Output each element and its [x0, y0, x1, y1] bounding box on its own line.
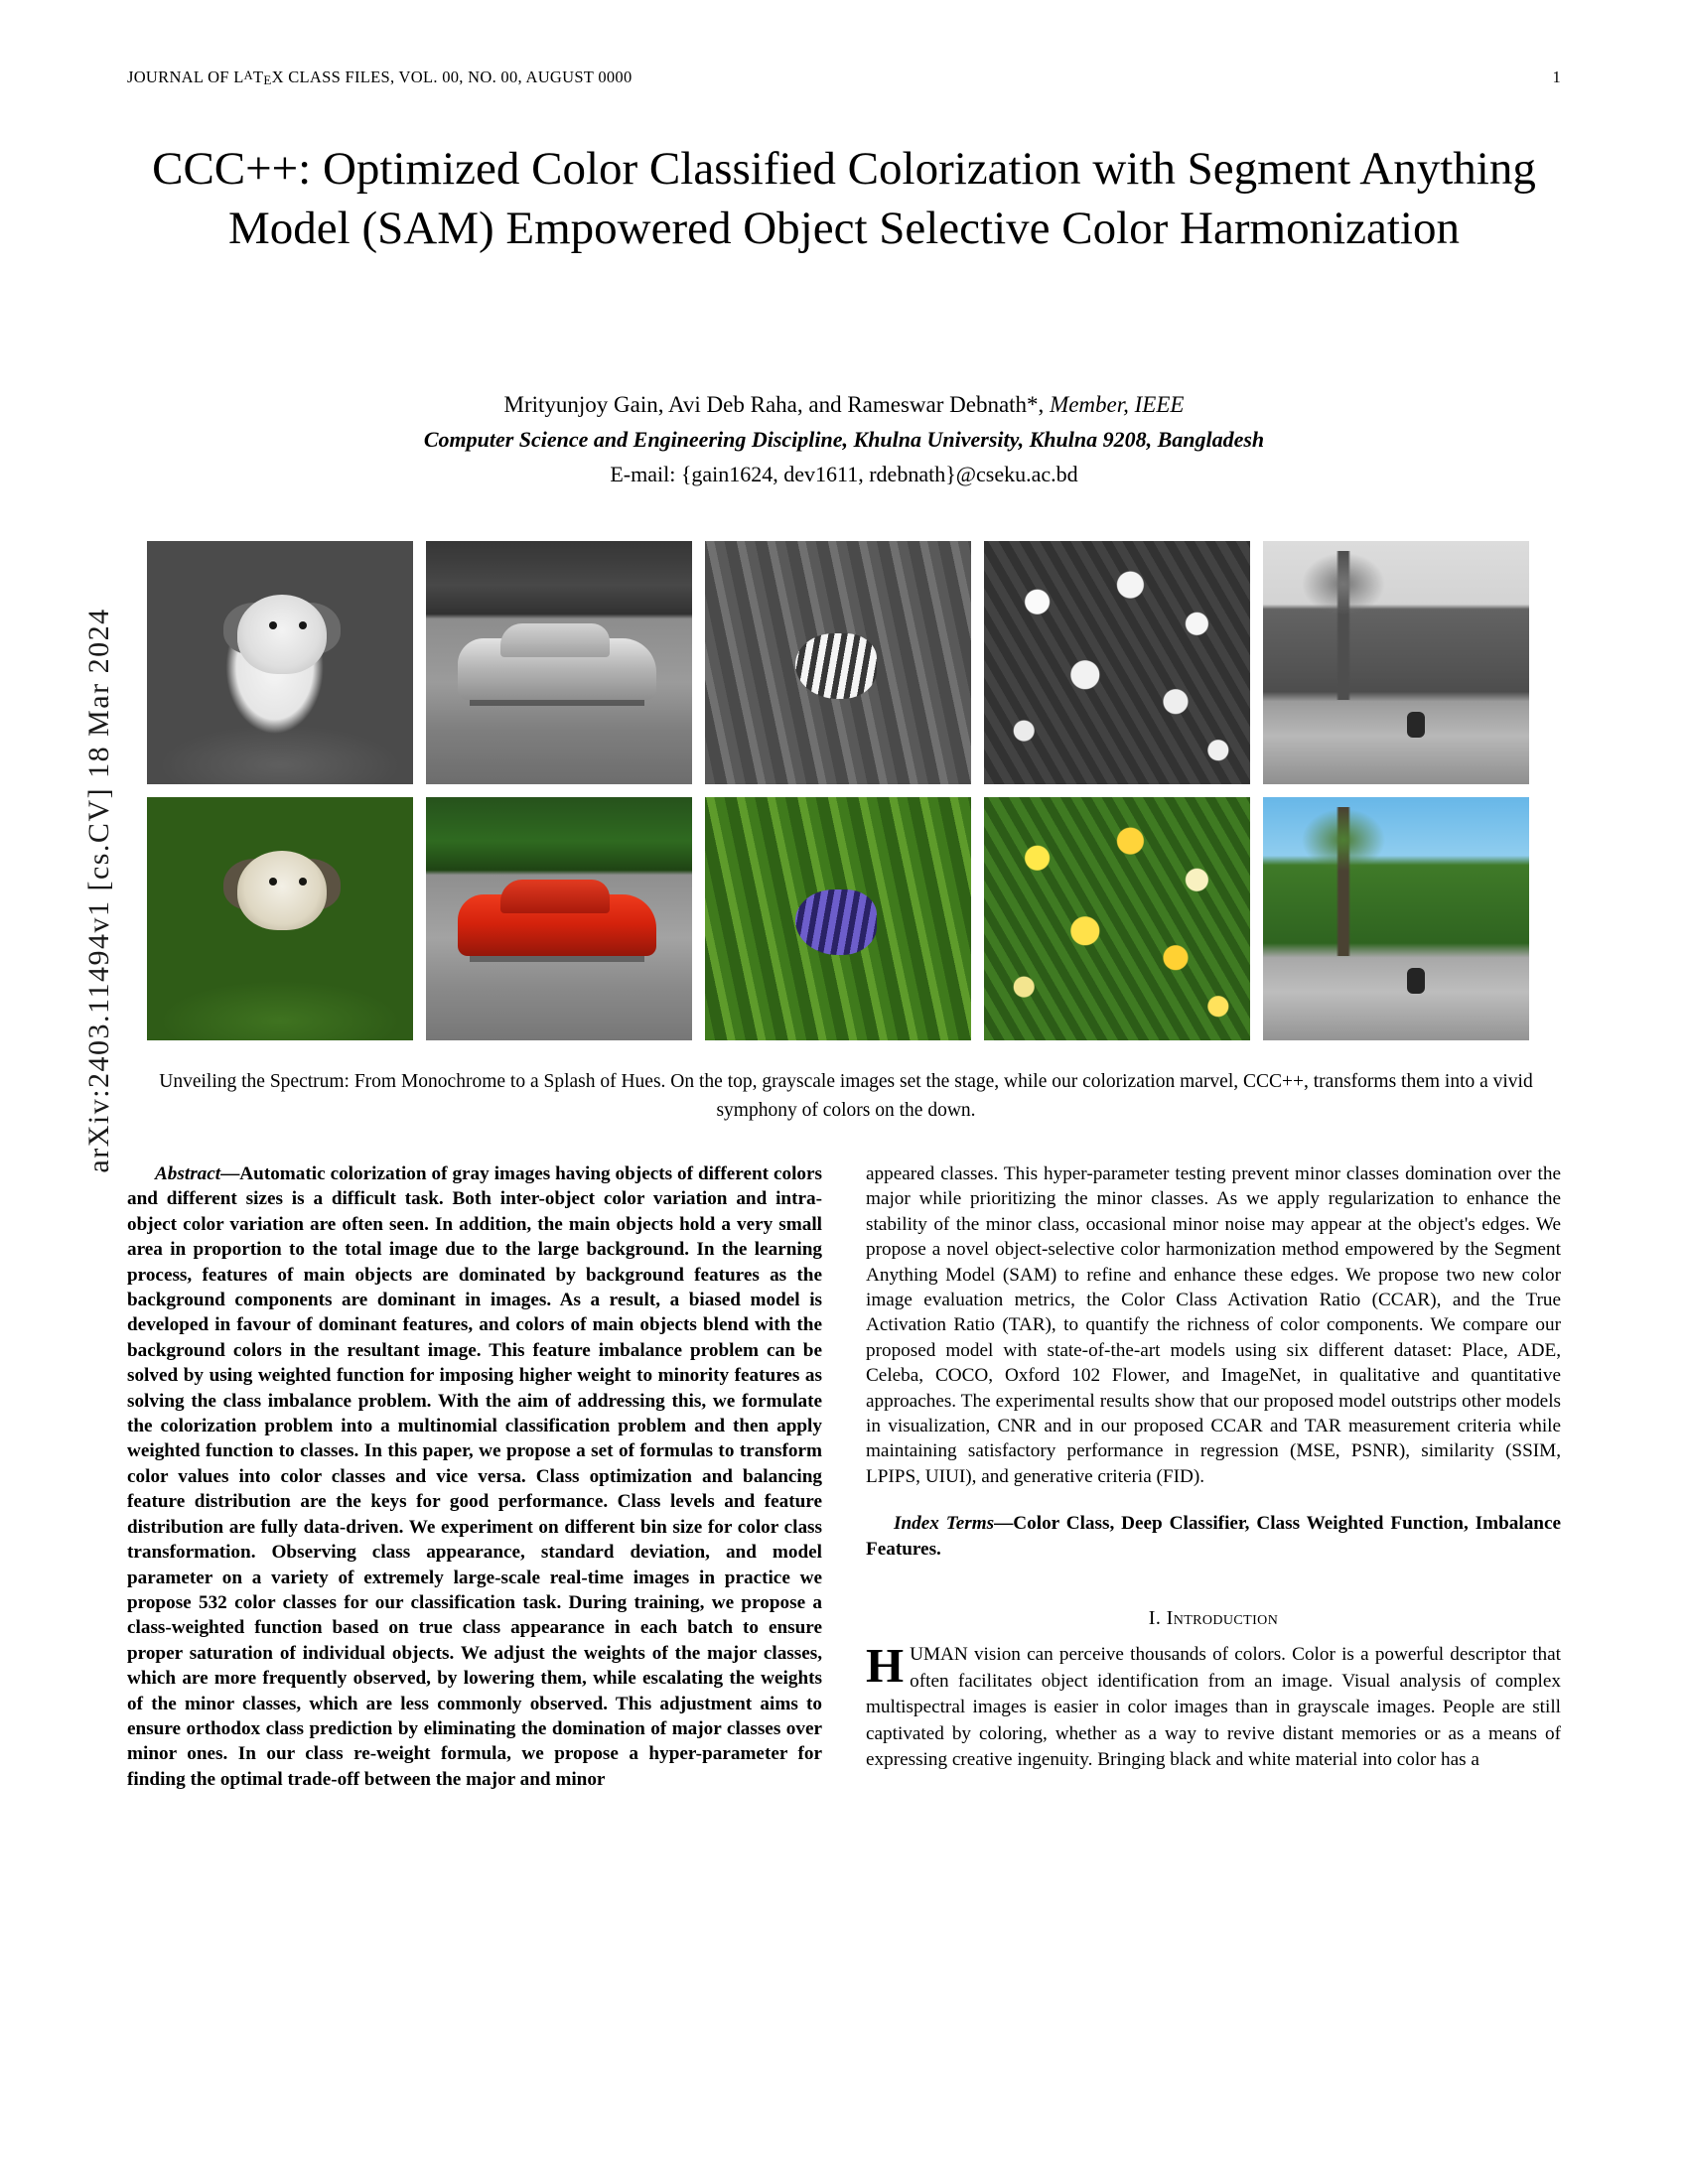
teaser-row-colorized [147, 797, 1541, 1040]
column-right [866, 1161, 1561, 1792]
grayscale-cow [147, 541, 413, 784]
abstract-label: Abstract [155, 1163, 221, 1184]
colorized-sportscar [426, 797, 692, 1040]
introduction-text: UMAN vision can perceive thousands of colors. Color is a powerful descriptor that often facilitates object identification from an image. Visual analysis of complex multispectral images is easier in color images than in grayscale images. People are still captivated by coloring, whether as a way to revive distant memories or as a means of expressing creative ingenuity. Bringing black and white material into color has a [866, 1644, 1561, 1771]
running-head-journal: JOURNAL OF LATEX CLASS FILES, VOL. 00, NO. 00, AUGUST 0000 [127, 68, 633, 87]
author-names: Mrityunjoy Gain, Avi Deb Raha, and Rameswar Debnath*, Member, IEEE [503, 392, 1185, 417]
grayscale-sportscar [426, 541, 692, 784]
introduction-paragraph [866, 1638, 1561, 1774]
section-heading-introduction: I. Introduction [1148, 1607, 1279, 1630]
teaser-row-grayscale [147, 541, 1541, 784]
teaser-caption: Unveiling the Spectrum: From Monochrome to a Splash of Hues. On the top, grayscale images set the stage, while our colorization marvel, CCC++, transforms them into a vivid symphony of colors on the down. [159, 1071, 1533, 1121]
colorized-cow [147, 797, 413, 1040]
teaser-figure [147, 541, 1541, 1053]
drop-cap: H [866, 1638, 905, 1694]
page-number: 1 [1552, 68, 1561, 86]
index-terms-label: Index Terms [894, 1513, 995, 1535]
abstract-text-left: Automatic colorization of gray images having objects of different colors and different sizes is a difficult task. Both inter-object color variation and intra-object color variation are often seen. In addition, the main objects hold a very small area in proportion to the total image due to the large background. In the learning process, features of main objects are dominated by background features as the background components are dominant in images. As a result, a biased model is developed in favour of dominant features, and colors of main objects blend with the background colors in the resultant image. This feature imbalance problem can be solved by using weighted function for imposing higher weight to minority features as solving the class imbalance problem. With the aim of addressing this, we formulate the colorization problem into a multinomial classification problem and then apply weighted function to classes. In this paper, we propose a set of formulas to transform color values into color classes and vice versa. Class optimization and balancing feature distribution are the keys for good performance. Class levels and feature distribution are fully data-driven. We experiment on different bin size for color class transformation. Observing class appearance, standard deviation, and model parameter on a variety of extremely large-scale real-time images in practice we propose 532 color classes for our classification task. During training, we propose a class-weighted function based on true class appearance in each batch to ensure proper saturation of individual objects. We adjust the weights of the major classes, which are more frequently observed, by lowering them, while escalating the weights of the minor classes, which are less commonly observed. This adjustment aims to ensure orthodox class prediction by eliminating the domination of major classes over minor ones. In our class re-weight formula, we propose a hyper-parameter for finding the optimal trade-off between the major and minor [127, 1163, 822, 1790]
running-head [127, 68, 1561, 88]
index-terms: Index Terms—Color Class, Deep Classifier, Class Weighted Function, Imbalance Features. [866, 1513, 1561, 1560]
grayscale-road-tree [1263, 541, 1529, 784]
grayscale-flowers [984, 541, 1250, 784]
index-terms-text: Color Class, Deep Classifier, Class Weighted Function, Imbalance Features. [866, 1513, 1561, 1560]
abstract-text-right: appeared classes. This hyper-parameter testing prevent minor classes domination over the major while prioritizing the minor classes. As we apply regularization to enhance the stability of the minor class, occasional minor noise may appear at the object's edges. We propose a novel object-selective color harmonization method empowered by the Segment Anything Model (SAM) to refine and enhance these edges. We propose two new color image evaluation metrics, the Color Class Activation Ratio (CCAR), and the True Activation Ratio (TAR), to quantify the richness of color components. We compare our proposed model with state-of-the-art models using six different dataset: Place, ADE, Celeba, COCO, Oxford 102 Flower, and ImageNet, in qualitative and quantitative approaches. The experimental results show that our proposed model outstrips other models in visualization, CNR and in our proposed CCAR and TAR measurement criteria while maintaining satisfactory performance in regression (MSE, PSNR), similarity (SSIM, LPIPS, UIUI), and generative criteria (FID). [866, 1163, 1561, 1487]
colorized-angelfish [705, 797, 971, 1040]
author-affiliation: Computer Science and Engineering Discipline, Khulna University, Khulna 9208, Bangladesh [423, 427, 1265, 452]
grayscale-angelfish [705, 541, 971, 784]
body-columns [127, 1161, 1561, 1792]
arxiv-stamp: arXiv:2403.11494v1 [cs.CV] 18 Mar 2024 [82, 608, 115, 1173]
author-email: E-mail: {gain1624, dev1611, rdebnath}@cseku.ac.bd [610, 462, 1078, 486]
colorized-road-tree [1263, 797, 1529, 1040]
colorized-flowers [984, 797, 1250, 1040]
author-block [149, 387, 1539, 491]
abstract-paragraph: Abstract—Automatic colorization of gray images having objects of different colors and different sizes is a difficult task. Both inter-object color variation and intra-object color variation are often seen. In addition, the main objects hold a very small area in proportion to the total image due to the large background. In the learning process, features of main objects are dominated by background features as the background components are dominant in images. As a result, a biased model is developed in favour of dominant features, and colors of main objects blend with the background colors in the resultant image. This feature imbalance problem can be solved by using weighted function for imposing higher weight to minority features as solving the class imbalance problem. With the aim of addressing this, we formulate the colorization problem into a multinomial classification problem and then apply weighted function to classes. In this paper, we propose a set of formulas to transform color values into color classes and vice versa. Class optimization and balancing feature distribution are the keys for good performance. Class levels and feature distribution are fully data-driven. We experiment on different bin size for color class transformation. Observing class appearance, standard deviation, and model parameter on a variety of extremely large-scale real-time images in practice we propose 532 color classes for our classification task. During training, we propose a class-weighted function based on true class appearance in each batch to ensure proper saturation of individual objects. We adjust the weights of the major classes, which are more frequently observed, by lowering them, while escalating the weights of the minor classes, which are less commonly observed. This adjustment aims to ensure orthodox class prediction by eliminating the domination of major classes over minor ones. In our class re-weight formula, we propose a hyper-parameter for finding the optimal trade-off between the major and minor [127, 1163, 822, 1790]
page-title: CCC++: Optimized Color Classified Colorization with Segment Anything Model (SAM) Empowered Object Selective Color Harmonization [152, 143, 1536, 254]
column-left [127, 1161, 822, 1792]
